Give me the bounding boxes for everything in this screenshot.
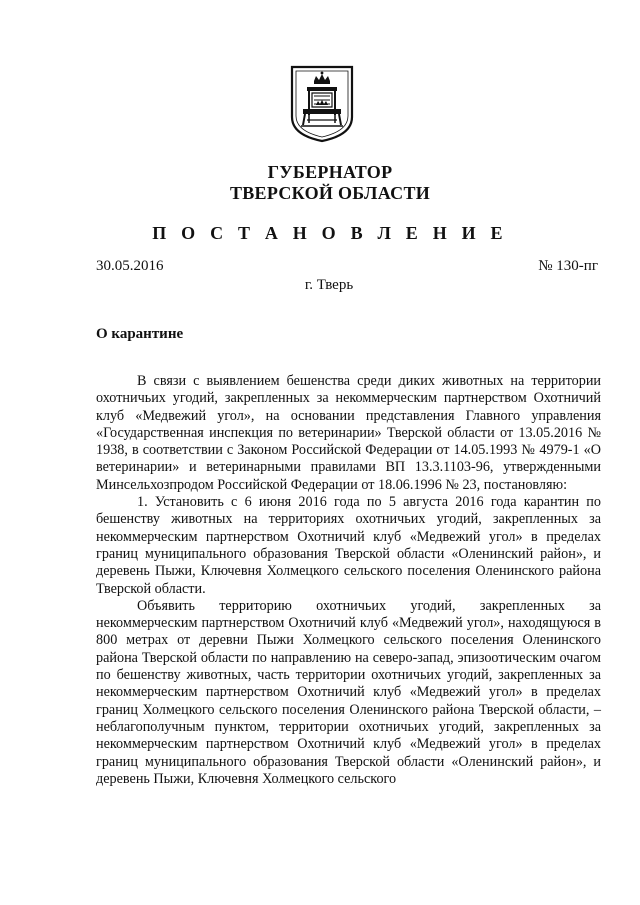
coat-of-arms-emblem — [289, 65, 355, 143]
body-paragraph: 1. Установить с 6 июня 2016 года по 5 августа 2016 года карантин по бешенству животных на территориях охотничьих угодий, закрепленных за некоммерческим партнерством Охотничий клуб «Медвежий угол» в пределах границ муниципального образования Тверской области «Оленинский район», и деревень Пыжи, Ключевня Холмецкого сельского поселения Оленинского района Тверской области. — [96, 494, 601, 597]
document-number: № 130-пг — [538, 258, 598, 274]
document-city: г. Тверь — [304, 277, 354, 293]
body-paragraph: Объявить территорию охотничьих угодий, закрепленных за некоммерческим партнерством Охотничий клуб «Медвежий угол», находящуюся в 800 метрах от деревни Пыжи Холмецкого сельского поселения Оленинского района Тверской области по направлению на северо-запад, эпизоотическим очагом по бешенству животных, часть территории охотничьих угодий, закрепленных за некоммерческим партнерством Охотничий клуб «Медвежий угол» в пределах границ Холмецкого сельского поселения Оленинского района Тверской области, – неблагополучным пунктом, территории охотничьих угодий, закрепленных за некоммерческим партнерством Охотничий клуб «Медвежий угол» в пределах границ муниципального образования Тверской области «Оленинский район», и деревень Пыжи, Ключевня Холмецкого сельского — [96, 597, 601, 787]
document-subject: О карантине — [96, 326, 184, 342]
document-body — [96, 373, 601, 788]
document-date: 30.05.2016 — [96, 258, 164, 274]
header-title-line1: ГУБЕРНАТОР — [267, 162, 393, 182]
body-paragraph: В связи с выявлением бешенства среди диких животных на территории охотничьих угодий, закрепленных за некоммерческим партнерством Охотничий клуб «Медвежий угол», на основании представления Главного управления «Государственная инспекция по ветеринарии» Тверской области от 13.05.2016 № 1938, в соответствии с Законом Российской Федерации от 14.05.1993 № 4979-1 «О ветеринарии» и ветеринарными правилами ВП 13.3.1103-96, утвержденными Минсельхозпродом Российской Федерации от 18.06.1996 № 23, постановляю: — [96, 373, 601, 493]
document-type: П О С Т А Н О В Л Е Н И Е — [152, 223, 508, 243]
header-title-line2: ТВЕРСКОЙ ОБЛАСТИ — [229, 183, 431, 203]
